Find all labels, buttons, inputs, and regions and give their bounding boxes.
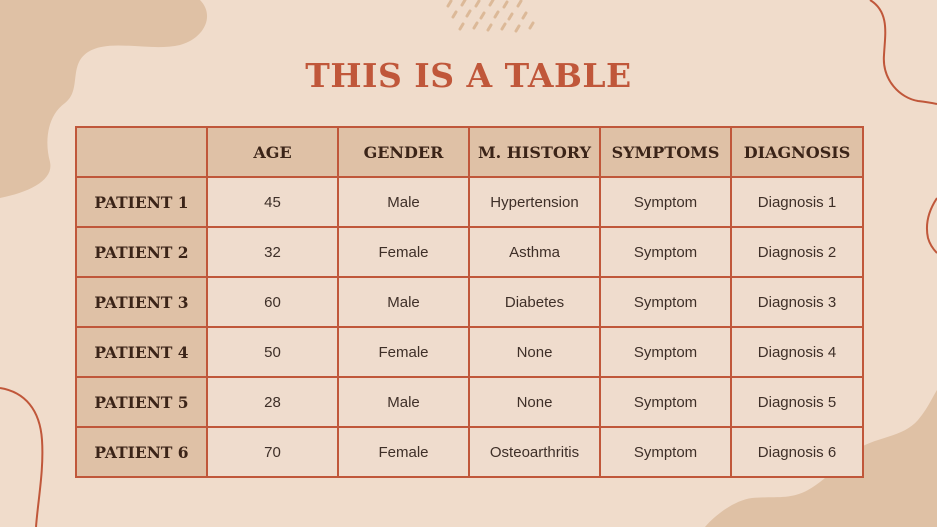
column-header-gender: GENDER bbox=[338, 127, 469, 177]
cell-symptoms: Symptom bbox=[600, 327, 731, 377]
cell-history: None bbox=[469, 327, 600, 377]
row-header-patient: PATIENT 1 bbox=[76, 177, 207, 227]
cell-gender: Female bbox=[338, 427, 469, 477]
cell-diagnosis: Diagnosis 4 bbox=[731, 327, 863, 377]
column-header-age: AGE bbox=[207, 127, 338, 177]
cell-symptoms: Symptom bbox=[600, 427, 731, 477]
cell-symptoms: Symptom bbox=[600, 377, 731, 427]
right-edge-line bbox=[927, 198, 937, 253]
cell-diagnosis: Diagnosis 1 bbox=[731, 177, 863, 227]
cell-gender: Male bbox=[338, 377, 469, 427]
cell-history: Asthma bbox=[469, 227, 600, 277]
row-header-patient: PATIENT 2 bbox=[76, 227, 207, 277]
cell-age: 60 bbox=[207, 277, 338, 327]
column-header-corner bbox=[76, 127, 207, 177]
row-header-patient: PATIENT 3 bbox=[76, 277, 207, 327]
cell-gender: Female bbox=[338, 327, 469, 377]
table-row bbox=[76, 177, 863, 227]
cell-history: Diabetes bbox=[469, 277, 600, 327]
cell-age: 32 bbox=[207, 227, 338, 277]
row-header-patient: PATIENT 4 bbox=[76, 327, 207, 377]
cell-gender: Female bbox=[338, 227, 469, 277]
patient-table bbox=[75, 126, 864, 478]
cell-gender: Male bbox=[338, 177, 469, 227]
cell-history: Osteoarthritis bbox=[469, 427, 600, 477]
cell-history: Hypertension bbox=[469, 177, 600, 227]
slide-title: THIS IS A TABLE bbox=[305, 56, 632, 95]
dash-pattern bbox=[448, 0, 533, 31]
cell-symptoms: Symptom bbox=[600, 227, 731, 277]
table-row bbox=[76, 227, 863, 277]
cell-symptoms: Symptom bbox=[600, 177, 731, 227]
bottom-left-line bbox=[0, 388, 42, 527]
row-header-patient: PATIENT 6 bbox=[76, 427, 207, 477]
table-row bbox=[76, 277, 863, 327]
table-header-row bbox=[76, 127, 863, 177]
cell-age: 50 bbox=[207, 327, 338, 377]
cell-diagnosis: Diagnosis 2 bbox=[731, 227, 863, 277]
cell-gender: Male bbox=[338, 277, 469, 327]
table-row bbox=[76, 377, 863, 427]
row-header-patient: PATIENT 5 bbox=[76, 377, 207, 427]
cell-history: None bbox=[469, 377, 600, 427]
cell-symptoms: Symptom bbox=[600, 277, 731, 327]
column-header-diagnosis: DIAGNOSIS bbox=[731, 127, 863, 177]
column-header-symptoms: SYMPTOMS bbox=[600, 127, 731, 177]
table-row bbox=[76, 327, 863, 377]
cell-diagnosis: Diagnosis 6 bbox=[731, 427, 863, 477]
cell-age: 70 bbox=[207, 427, 338, 477]
cell-age: 45 bbox=[207, 177, 338, 227]
cell-age: 28 bbox=[207, 377, 338, 427]
column-header-history: M. HISTORY bbox=[469, 127, 600, 177]
cell-diagnosis: Diagnosis 3 bbox=[731, 277, 863, 327]
cell-diagnosis: Diagnosis 5 bbox=[731, 377, 863, 427]
table-row bbox=[76, 427, 863, 477]
